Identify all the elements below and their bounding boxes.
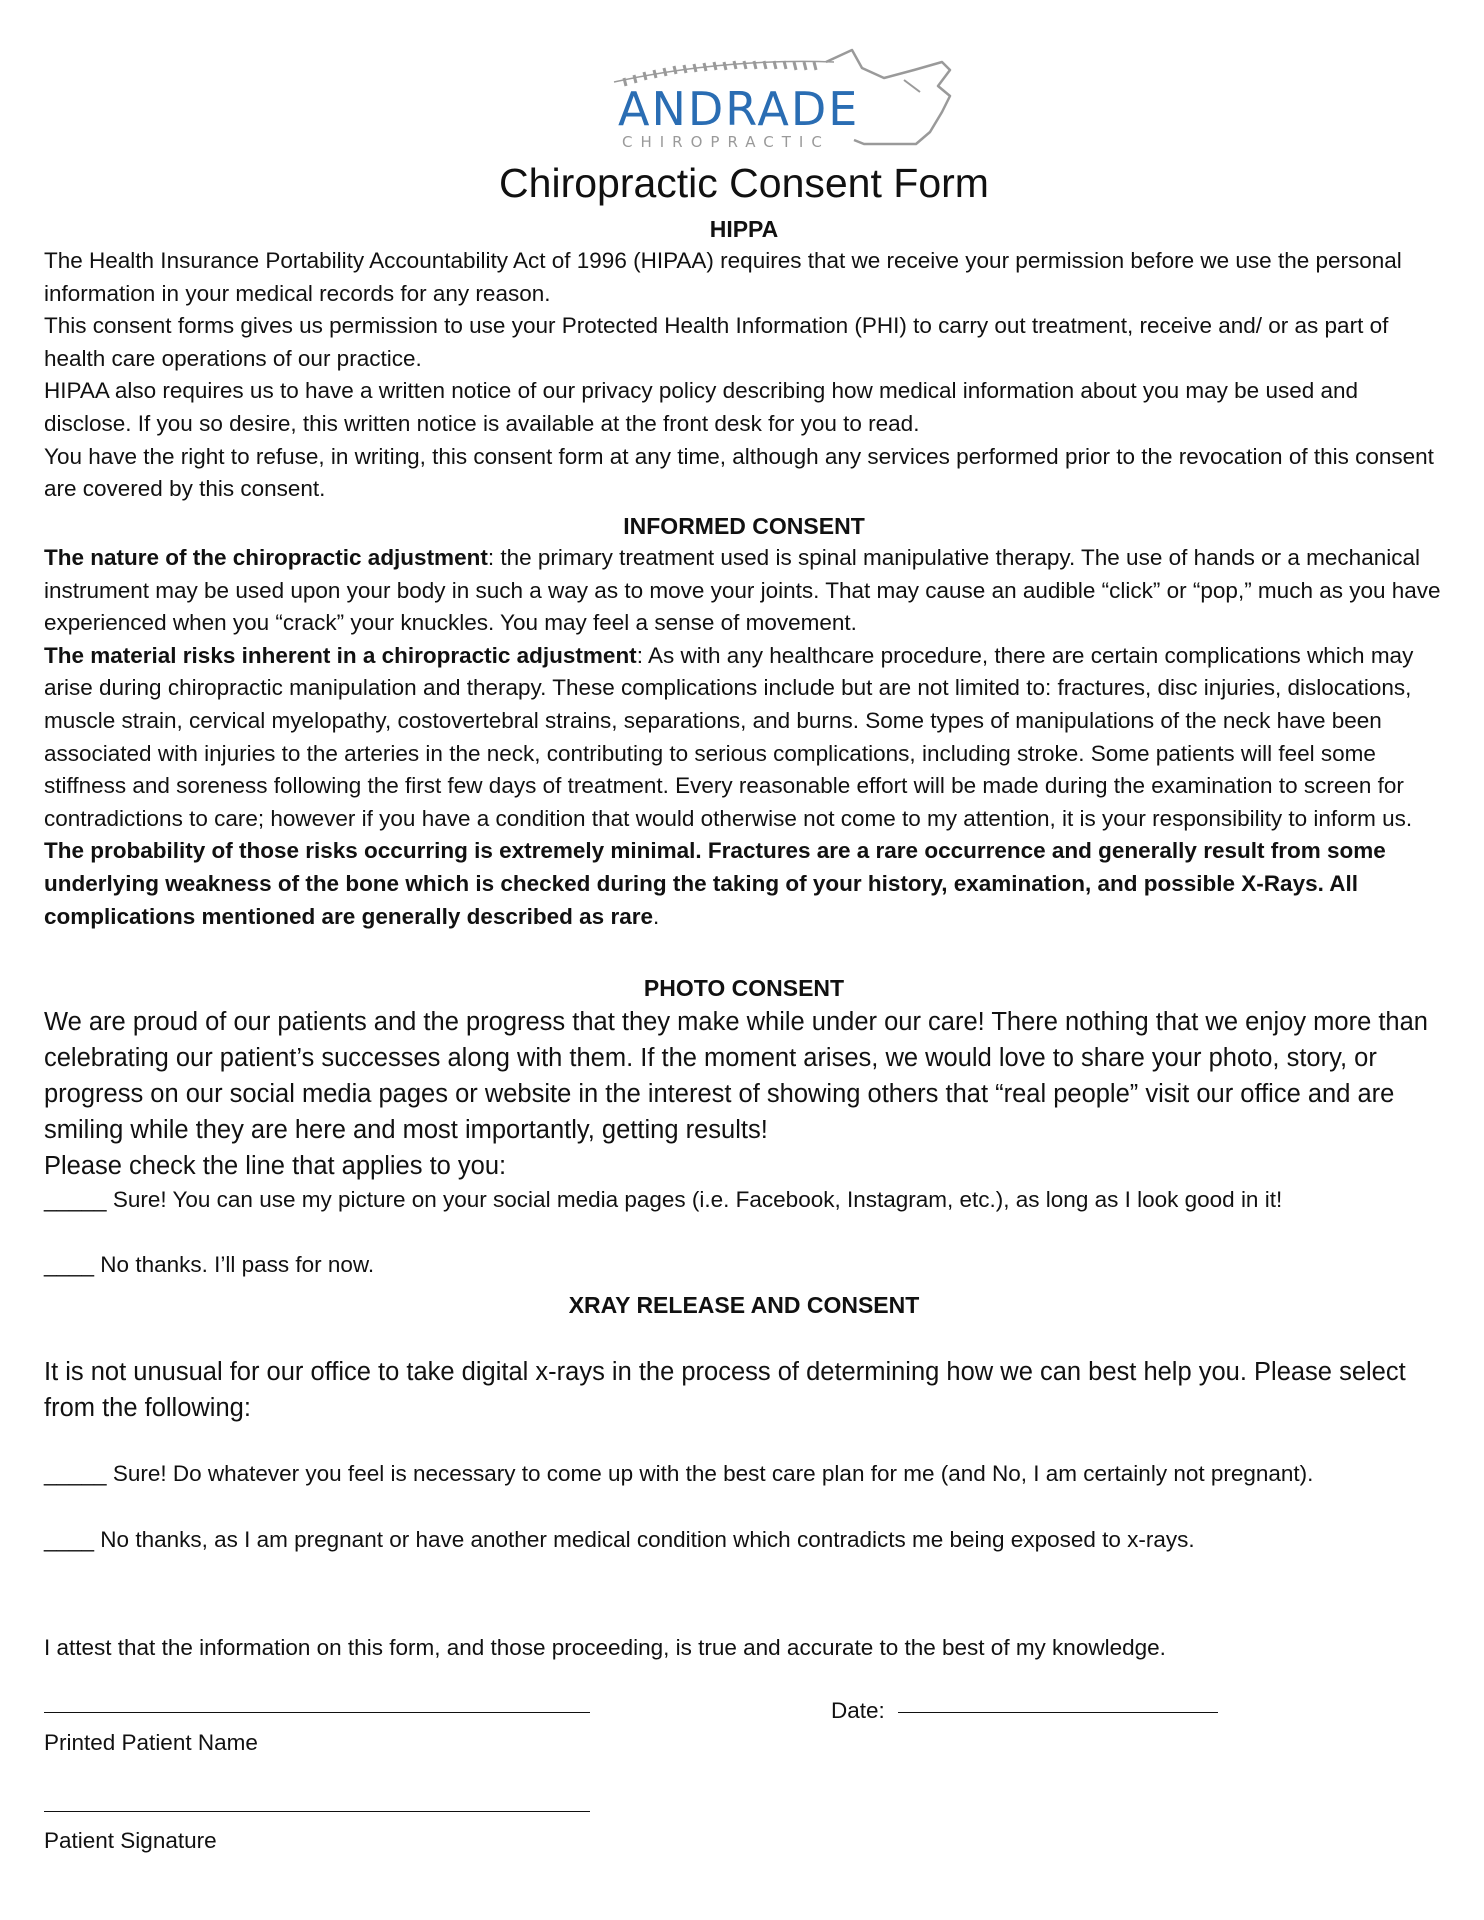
informed-consent-heading: INFORMED CONSENT [623, 513, 865, 539]
andrade-logo [604, 40, 974, 155]
photo-consent-prompt: Please check the line that applies to you: [44, 1152, 507, 1180]
date-line[interactable] [898, 1712, 1218, 1713]
hippa-paragraph-3: HIPAA also requires us to have a written notice of our privacy policy describing how medical information about you may be used and disclose. If you so desire, this written notice is available at the front desk for you to read. [44, 378, 1359, 436]
photo-option-no[interactable]: ____ No thanks. I’ll pass for now. [44, 1252, 375, 1277]
logo-wordmark: ANDRADE [618, 82, 860, 136]
printed-name-label: Printed Patient Name [44, 1730, 258, 1755]
printed-name-line[interactable] [44, 1712, 590, 1713]
risks-label: The material risks inherent in a chiropractic adjustment [44, 642, 637, 668]
nature-text: : the primary treatment used is spinal manipulative therapy. The use of hands or a mechanical instrument may be used upon your body in such a way as to move your joints. That may cause an audible “click” or “pop,” much as you have experienced when you “crack” your knuckles. You may feel a sense of movement. [44, 545, 1441, 636]
informed-consent-section [44, 511, 1444, 933]
risks-bold-text: The probability of those risks occurring is extremely minimal. Fractures are a rare occurrence and generally result from some underlying weakness of the bone which is checked during the taking of your history, examination, and possible X-Rays. All complications mentioned are generally described as rare [44, 838, 1386, 929]
xray-option-no[interactable]: ____ No thanks, as I am pregnant or have another medical condition which contradicts me being exposed to x-rays. [44, 1527, 1195, 1552]
photo-consent-paragraph: We are proud of our patients and the progress that they make while under our care! There nothing that we enjoy more than celebrating our patient’s successes along with them. If the moment arises, we would love to share your photo, story, or progress on our social media pages or website in the interest of showing others that “real people” visit our office and are smiling while they are here and most importantly, getting results! [44, 1008, 1428, 1144]
hippa-paragraph-4: You have the right to refuse, in writing, this consent form at any time, although any services performed prior to the revocation of this consent are covered by this consent. [44, 443, 1434, 502]
hippa-paragraph-2: This consent forms gives us permission to use your Protected Health Information (PHI) to carry out treatment, receive and/ or as part of health care operations of our practice. [44, 313, 1389, 371]
logo-subtitle: CHIROPRACTIC [622, 133, 830, 151]
risks-paragraph [44, 640, 1444, 933]
photo-option-yes[interactable]: _____ Sure! You can use my picture on your social media pages (i.e. Facebook, Instagram, etc.), as long as I look good in it! [44, 1187, 1283, 1212]
page-title: Chiropractic Consent Form [499, 160, 989, 206]
xray-heading: XRAY RELEASE AND CONSENT [568, 1292, 920, 1318]
hippa-heading: HIPPA [709, 216, 779, 242]
xray-section [44, 1290, 1444, 1556]
hippa-paragraph-1: The Health Insurance Portability Accountability Act of 1996 (HIPAA) requires that we receive your permission before we use the personal information in your medical records for any reason. [44, 248, 1402, 306]
xray-option-yes[interactable]: _____ Sure! Do whatever you feel is necessary to come up with the best care plan for me (and No, I am certainly not pregnant). [44, 1461, 1314, 1486]
hippa-section [44, 214, 1444, 506]
date-label: Date: [831, 1698, 885, 1723]
risks-end: . [652, 903, 660, 929]
signature-label: Patient Signature [44, 1828, 217, 1853]
risks-text: : As with any healthcare procedure, there are certain complications which may arise during chiropractic manipulation and therapy. These complications include but are not limited to: fractures, disc injuries, dislocations, muscle strain, cervical myelopathy, costovertebral strains, separations, and burns. Some types of manipulations of the neck have been associated with injuries to the arteries in the neck, contributing to serious complications, including stroke. Some patients will feel some stiffness and soreness following the first few days of treatment. Every reasonable effort will be made during the examination to screen for contradictions to care; however if you have a condition that would otherwise not come to my attention, it is your responsibility to inform us. [44, 642, 1414, 831]
attestation-statement: I attest that the information on this form, and those proceeding, is true and accurate to the best of my knowledge. [44, 1635, 1166, 1660]
xray-paragraph: It is not unusual for our office to take digital x-rays in the process of determining how we can best help you. Please select from the following: [44, 1358, 1406, 1422]
signature-line[interactable] [44, 1811, 590, 1812]
photo-consent-heading: PHOTO CONSENT [643, 975, 845, 1001]
nature-paragraph [44, 542, 1444, 640]
photo-consent-section [44, 973, 1444, 1281]
nature-label: The nature of the chiropractic adjustment [44, 545, 488, 570]
